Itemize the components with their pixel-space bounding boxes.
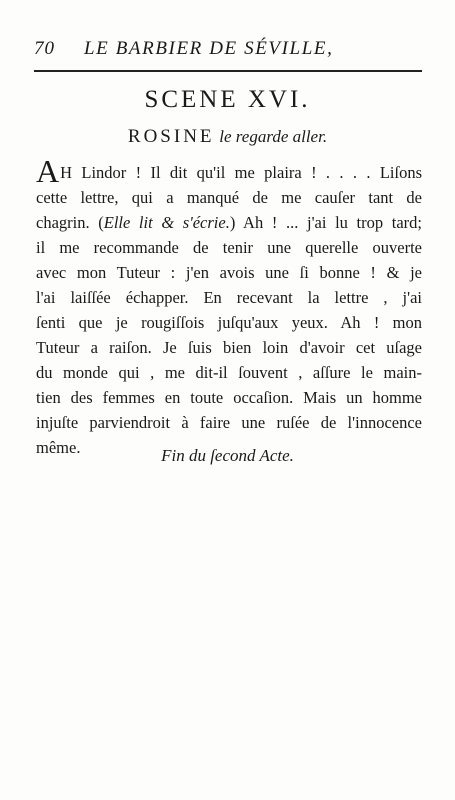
text-line: AH Lindor ! Il dit qu'il me plaira ! . . . . Liſons: [36, 153, 422, 189]
scene-title: SCENE XVI.: [144, 86, 311, 113]
stage-direction: le regarde aller.: [219, 127, 328, 146]
text-line: cette lettre, qui a manqué de me cauſer tant de: [36, 188, 422, 207]
text-line: injuſte parviendroit à faire une ruſée de l'innocence: [36, 413, 422, 432]
page-number: 70: [34, 38, 55, 59]
text-line: avec mon Tuteur : j'en avois une ſi bonne ! & je: [36, 263, 422, 282]
drop-cap: A: [36, 153, 60, 189]
text-line: du monde qui , me dit-il ſouvent , aſſure le main-: [36, 363, 422, 382]
text-line: chagrin. (Elle lit & s'écrie.) Ah ! ... j'ai lu trop tard;: [36, 213, 422, 232]
text-line: Tuteur a raiſon. Je ſuis bien loin d'avoir cet uſage: [36, 338, 422, 357]
header-rule: [34, 70, 422, 72]
character-line: [0, 126, 455, 148]
text-line: même.: [36, 438, 81, 457]
end-of-act-note: Fin du ſecond Acte.: [161, 446, 294, 465]
text-line: il me recommande de tenir une querelle ouverte: [36, 238, 422, 257]
text-line: l'ai laiſſée échapper. En recevant la lettre , j'ai: [36, 288, 422, 307]
text-line: ſenti que je rougiſſois juſqu'aux yeux. Ah ! mon: [36, 313, 422, 332]
running-title: LE BARBIER DE SÉVILLE,: [84, 38, 334, 59]
text-line: tien des femmes en toute occaſion. Mais un homme: [36, 388, 422, 407]
inline-stage-direction: Elle lit & s'écrie.: [103, 213, 230, 232]
running-header: [34, 38, 422, 68]
character-name: ROSINE: [127, 126, 215, 147]
monologue-text: [36, 153, 422, 460]
